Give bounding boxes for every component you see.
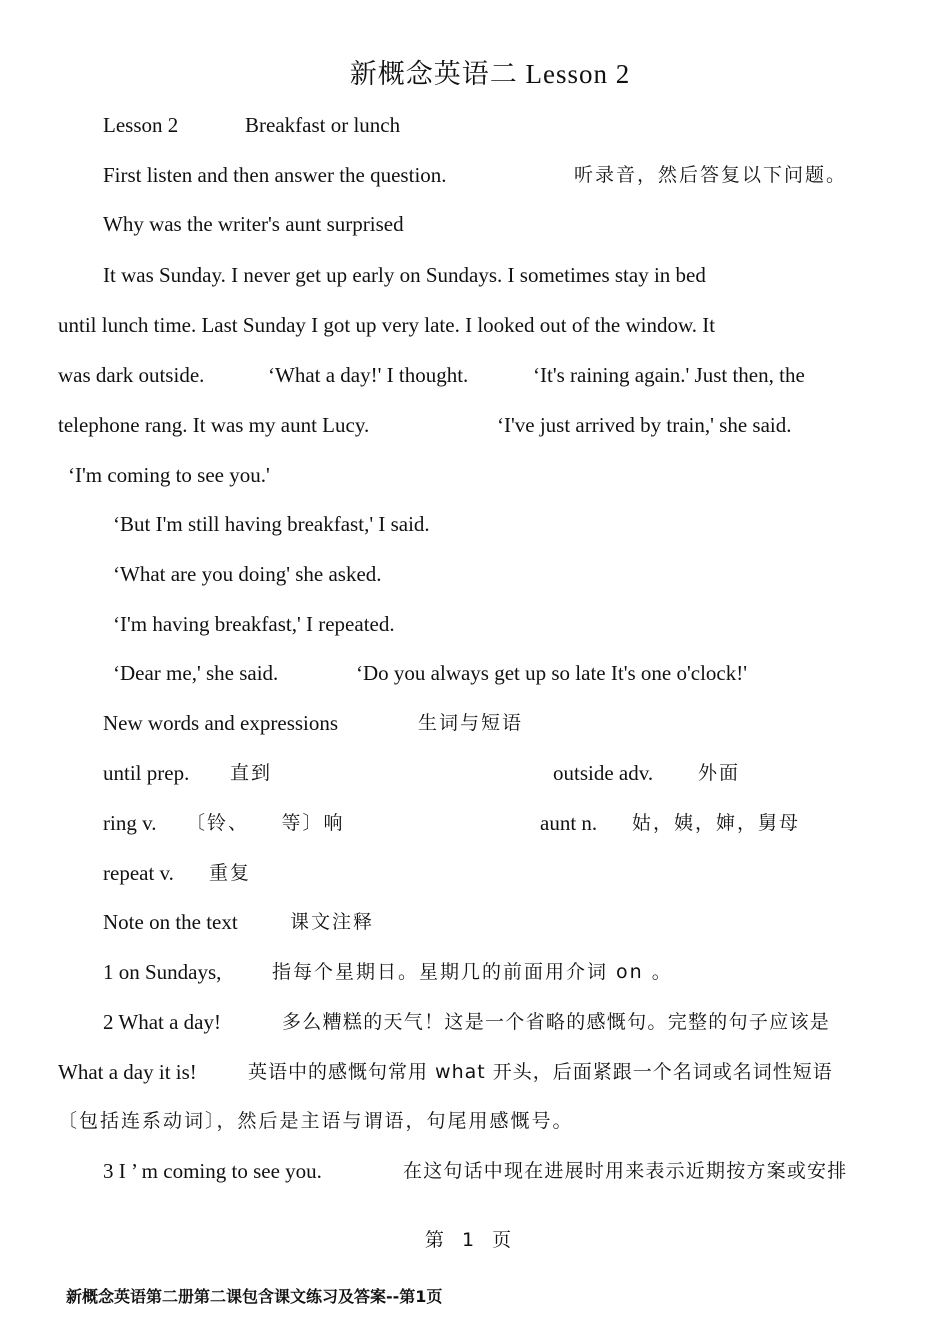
passage-line: ‘What a day!' I thought. — [268, 363, 469, 387]
note-text-chinese: 指每个星期日。星期几的前面用介词 on 。 — [272, 961, 673, 983]
vocab-meaning: 重复 — [209, 862, 252, 884]
vocab-word: aunt n. — [540, 811, 598, 835]
passage-line: ‘But I'm still having breakfast,' I said. — [113, 512, 430, 536]
passage-line: was dark outside. — [58, 363, 205, 387]
note-text-chinese: 〔包括连系动词〕，然后是主语与谓语，句尾用感慨号。 — [58, 1110, 574, 1132]
notes-heading: Note on the text — [103, 910, 238, 934]
note-text-chinese: 英语中的感慨句常用 what 开头，后面紧跟一个名词或名词性短语 — [248, 1061, 833, 1083]
page-title: 新概念英语二 Lesson 2 — [349, 59, 631, 89]
vocab-meaning: 直到 — [230, 762, 273, 784]
passage-line: It was Sunday. I never get up early on Sundays. I sometimes stay in bed — [103, 263, 706, 287]
note-text: 3 I ’ m coming to see you. — [103, 1159, 322, 1183]
passage-line: ‘I'm having breakfast,' I repeated. — [113, 612, 395, 636]
vocab-heading: New words and expressions — [103, 711, 339, 735]
vocab-word: outside adv. — [553, 761, 654, 785]
passage-line: ‘I'm coming to see you.' — [68, 463, 270, 487]
note-text: 1 on Sundays, — [103, 960, 222, 984]
note-text-chinese: 在这句话中现在进展时用来表示近期按方案或安排 — [403, 1160, 848, 1182]
note-text-chinese: 多么糟糕的天气！这是一个省略的感慨句。完整的句子应该是 — [282, 1011, 831, 1033]
instruction-english: First listen and then answer the question. — [103, 163, 447, 187]
vocab-word: ring v. — [103, 811, 157, 835]
note-text: 2 What a day! — [103, 1010, 221, 1034]
vocab-meaning: 〔铃、 等〕响 — [186, 812, 345, 834]
passage-line: telephone rang. It was my aunt Lucy. — [58, 413, 370, 437]
vocab-meaning: 姑，姨，婶，舅母 — [632, 812, 801, 834]
vocab-word: until prep. — [103, 761, 190, 785]
vocab-meaning: 外面 — [698, 762, 741, 784]
passage-line: ‘What are you doing' she asked. — [113, 562, 382, 586]
vocab-heading-chinese: 生词与短语 — [418, 712, 524, 734]
passage-line: ‘I've just arrived by train,' she said. — [497, 413, 792, 437]
question-text: Why was the writer's aunt surprised — [103, 212, 404, 236]
vocab-word: repeat v. — [103, 861, 174, 885]
lesson-subtitle: Breakfast or lunch — [245, 113, 401, 137]
passage-line: ‘It's raining again.' Just then, the — [533, 363, 805, 387]
note-text: What a day it is! — [58, 1060, 197, 1084]
page-number: 第 1 页 — [424, 1229, 518, 1251]
document-footer: 新概念英语第二册第二课包含课文练习及答案--第1页 — [66, 1287, 443, 1306]
passage-line: ‘Do you always get up so late It's one o'clock!' — [356, 661, 748, 685]
lesson-label: Lesson 2 — [103, 113, 179, 137]
passage-line: ‘Dear me,' she said. — [113, 661, 279, 685]
notes-heading-chinese: 课文注释 — [290, 911, 375, 933]
passage-line: until lunch time. Last Sunday I got up very late. I looked out of the window. It — [58, 313, 716, 337]
instruction-chinese: 听录音，然后答复以下问题。 — [574, 164, 848, 186]
